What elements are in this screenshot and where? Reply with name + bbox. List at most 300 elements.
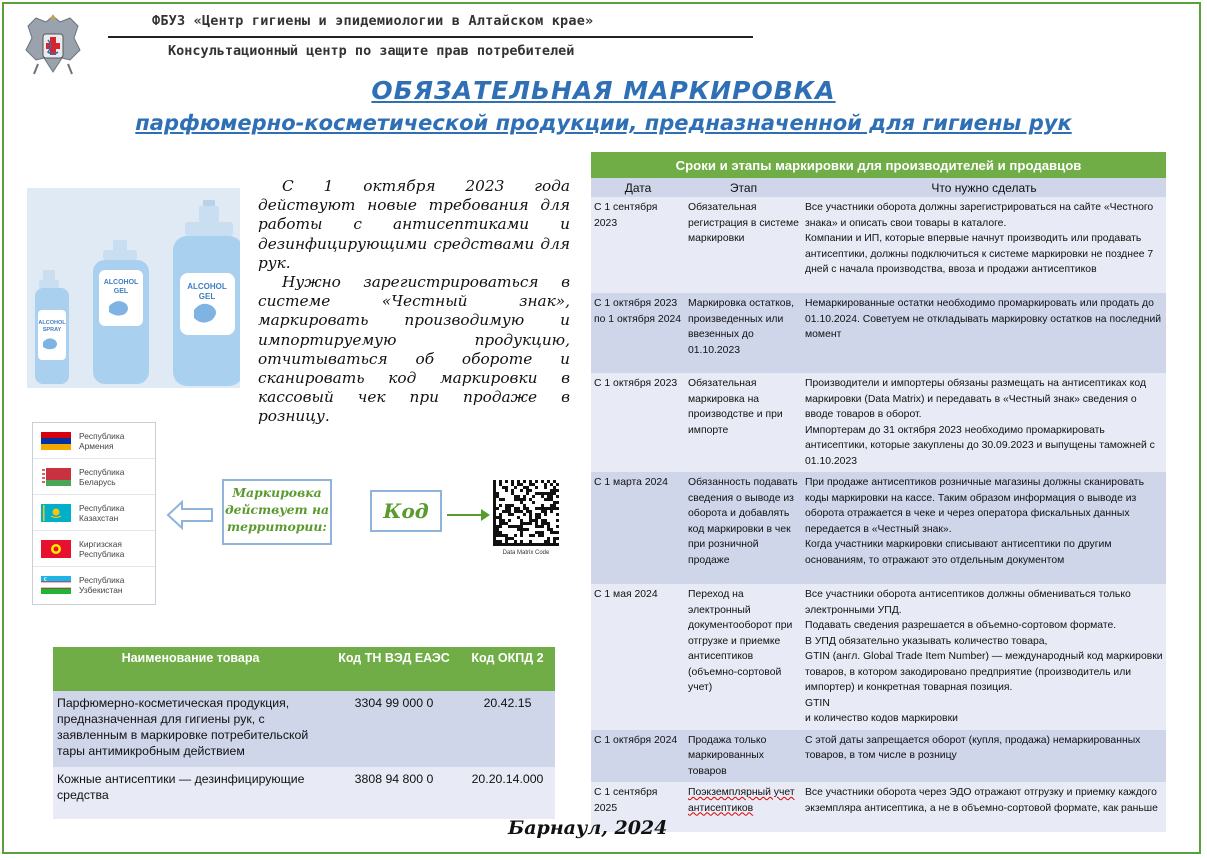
datamatrix-module xyxy=(556,507,559,510)
country-label: Киргизская Республика xyxy=(79,538,125,559)
datamatrix-module xyxy=(499,516,502,519)
datamatrix-module xyxy=(499,543,502,546)
datamatrix-module xyxy=(544,510,547,513)
country-armenia xyxy=(33,423,155,459)
country-label: Республика Казахстан xyxy=(79,502,125,523)
countries-list xyxy=(32,422,156,605)
datamatrix-module xyxy=(499,531,502,534)
header-divider xyxy=(108,36,753,38)
code-label-box: Код xyxy=(370,490,442,532)
datamatrix-module xyxy=(514,540,517,543)
belarus-flag-icon xyxy=(41,468,71,486)
stage-todo-line: Все участники оборота должны зарегистрироваться на сайте «Честного знака» и описать свои товары в каталоге. Компании и ИП, которые впервые начнут производить или продавать антисептики, должны подключиться к системе маркировки не позднее 7 дней с начала производства, ввоза и продажи антисептиков xyxy=(805,202,1154,275)
datamatrix-module xyxy=(547,540,550,543)
datamatrix-module xyxy=(520,498,523,501)
datamatrix-module xyxy=(514,525,517,528)
datamatrix-module xyxy=(523,498,526,501)
datamatrix-module xyxy=(547,480,550,483)
datamatrix-module xyxy=(499,540,502,543)
stage-date: С 1 октября 2024 xyxy=(591,730,685,783)
datamatrix-module xyxy=(538,513,541,516)
datamatrix-module xyxy=(550,507,553,510)
datamatrix-module xyxy=(496,516,499,519)
products-header-name: Наименование товара xyxy=(53,647,328,691)
datamatrix-module xyxy=(526,489,529,492)
datamatrix-module xyxy=(508,510,511,513)
bottle-mid-label-1: ALCOHOL xyxy=(103,279,139,286)
datamatrix-module xyxy=(496,507,499,510)
datamatrix-module xyxy=(553,507,556,510)
datamatrix-module xyxy=(535,525,538,528)
datamatrix-module xyxy=(505,510,508,513)
datamatrix-module xyxy=(493,510,496,513)
datamatrix-module xyxy=(535,486,538,489)
datamatrix-module xyxy=(535,492,538,495)
datamatrix-module xyxy=(541,507,544,510)
datamatrix-module xyxy=(499,534,502,537)
datamatrix-module xyxy=(517,510,520,513)
uzbekistan-flag-icon xyxy=(41,576,71,594)
datamatrix-module xyxy=(499,480,502,483)
datamatrix-module xyxy=(499,483,502,486)
table-row xyxy=(591,730,1166,783)
stage-name: Переход на электронный документооборот при отгрузке и приемке антисептиков (объемно-сортовой учет) xyxy=(685,584,802,730)
datamatrix-module xyxy=(544,492,547,495)
page-subtitle: парфюмерно-косметической продукции, предназначенной для гигиены рук xyxy=(135,111,1072,135)
datamatrix-module xyxy=(541,492,544,495)
table-row xyxy=(591,472,1166,584)
datamatrix-module xyxy=(514,534,517,537)
datamatrix-module xyxy=(547,537,550,540)
datamatrix-module xyxy=(505,534,508,537)
datamatrix-module xyxy=(556,489,559,492)
datamatrix-module xyxy=(544,519,547,522)
datamatrix-module xyxy=(532,495,535,498)
datamatrix-module xyxy=(517,507,520,510)
datamatrix-module xyxy=(517,543,520,546)
datamatrix-module xyxy=(508,507,511,510)
datamatrix-module xyxy=(556,513,559,516)
datamatrix-module xyxy=(493,483,496,486)
product-tnved-code: 3808 94 800 0 xyxy=(328,767,460,819)
datamatrix-module xyxy=(493,516,496,519)
datamatrix-module xyxy=(496,531,499,534)
datamatrix-module xyxy=(514,543,517,546)
datamatrix-module xyxy=(505,522,508,525)
datamatrix-module xyxy=(502,519,505,522)
datamatrix-module xyxy=(553,489,556,492)
datamatrix-module xyxy=(511,480,514,483)
datamatrix-module xyxy=(499,519,502,522)
datamatrix-module xyxy=(550,489,553,492)
stage-date: С 1 мая 2024 xyxy=(591,584,685,730)
datamatrix-module xyxy=(532,519,535,522)
datamatrix-module xyxy=(544,540,547,543)
coat-of-arms-icon xyxy=(18,10,88,82)
arrow-left-icon xyxy=(166,500,214,530)
datamatrix-module xyxy=(550,510,553,513)
datamatrix-module xyxy=(538,525,541,528)
products-header-tnved: Код ТН ВЭД ЕАЭС xyxy=(328,647,460,691)
products-table xyxy=(53,647,555,819)
datamatrix-module xyxy=(508,519,511,522)
datamatrix-module xyxy=(538,492,541,495)
datamatrix-module xyxy=(550,504,553,507)
datamatrix-module xyxy=(547,528,550,531)
datamatrix-module xyxy=(496,492,499,495)
product-tnved-code: 3304 99 000 0 xyxy=(328,691,460,767)
datamatrix-module xyxy=(550,483,553,486)
country-label: Республика Узбекистан xyxy=(79,575,125,595)
datamatrix-module xyxy=(535,543,538,546)
datamatrix-module xyxy=(556,501,559,504)
datamatrix-module xyxy=(529,522,532,525)
datamatrix-module xyxy=(532,543,535,546)
datamatrix-module xyxy=(523,528,526,531)
datamatrix-module xyxy=(523,507,526,510)
table-row xyxy=(591,584,1166,730)
datamatrix-module xyxy=(529,510,532,513)
stage-date: С 1 сентября 2025 xyxy=(591,782,685,832)
datamatrix-module xyxy=(526,507,529,510)
datamatrix-module xyxy=(499,525,502,528)
stage-todo: Производители и импортеры обязаны размещать на антисептиках код маркировки (Data Matrix) и передавать в «Честный знак» сведения о вводе товаров в оборот. Импортерам до 31 октября 2023 необходимо промаркировать антисептики, которые закуплены до 30.09.2023 и выпущены таможней с 01.10.2023 xyxy=(802,373,1166,472)
datamatrix-module xyxy=(520,519,523,522)
datamatrix-module xyxy=(529,489,532,492)
datamatrix-module xyxy=(520,525,523,528)
datamatrix-module xyxy=(550,498,553,501)
datamatrix-module xyxy=(496,528,499,531)
datamatrix-module xyxy=(526,486,529,489)
datamatrix-module xyxy=(493,540,496,543)
datamatrix-module xyxy=(505,486,508,489)
datamatrix-module xyxy=(505,540,508,543)
datamatrix-module xyxy=(523,522,526,525)
datamatrix-module xyxy=(535,513,538,516)
kazakhstan-flag-icon xyxy=(41,504,71,522)
datamatrix-module xyxy=(529,516,532,519)
datamatrix-code-icon xyxy=(493,480,559,546)
stage-date: С 1 октября 2023 по 1 октября 2024 xyxy=(591,293,685,373)
arrow-right-icon xyxy=(447,508,491,522)
product-name: Кожные антисептики — дезинфицирующие средства xyxy=(53,767,328,819)
datamatrix-module xyxy=(526,543,529,546)
datamatrix-module xyxy=(541,522,544,525)
datamatrix-module xyxy=(493,519,496,522)
datamatrix-module xyxy=(493,537,496,540)
datamatrix-module xyxy=(505,543,508,546)
datamatrix-module xyxy=(529,534,532,537)
datamatrix-module xyxy=(556,537,559,540)
datamatrix-module xyxy=(553,531,556,534)
stage-name: Обязанность подавать сведения о выводе из оборота и добавлять код маркировки в чек при розничной продаже xyxy=(685,472,802,584)
datamatrix-module xyxy=(529,483,532,486)
datamatrix-module xyxy=(529,513,532,516)
datamatrix-module xyxy=(511,537,514,540)
datamatrix-module xyxy=(520,543,523,546)
datamatrix-module xyxy=(496,540,499,543)
datamatrix-module xyxy=(550,543,553,546)
table-row xyxy=(591,373,1166,472)
datamatrix-module xyxy=(505,480,508,483)
datamatrix-module xyxy=(529,543,532,546)
datamatrix-module xyxy=(502,486,505,489)
datamatrix-module xyxy=(556,543,559,546)
country-belarus xyxy=(33,459,155,495)
datamatrix-module xyxy=(523,495,526,498)
datamatrix-module xyxy=(556,525,559,528)
datamatrix-module xyxy=(526,522,529,525)
datamatrix-module xyxy=(544,486,547,489)
datamatrix-module xyxy=(541,495,544,498)
datamatrix-module xyxy=(547,543,550,546)
datamatrix-module xyxy=(547,495,550,498)
datamatrix-module xyxy=(541,480,544,483)
datamatrix-module xyxy=(535,480,538,483)
datamatrix-module xyxy=(493,525,496,528)
datamatrix-module xyxy=(529,540,532,543)
product-okpd-code: 20.20.14.000 xyxy=(460,767,555,819)
stages-table-caption: Сроки и этапы маркировки для производителей и продавцов xyxy=(591,152,1166,178)
products-header-okpd: Код ОКПД 2 xyxy=(460,647,555,691)
datamatrix-module xyxy=(535,507,538,510)
stages-table xyxy=(591,152,1166,832)
stage-todo: Немаркированные остатки необходимо промаркировать или продать до 01.10.2024. Советуем не откладывать маркировку остатков на последний момент xyxy=(802,293,1166,373)
datamatrix-module xyxy=(550,495,553,498)
datamatrix-module xyxy=(499,498,502,501)
datamatrix-module xyxy=(511,489,514,492)
bottle-large-label-2: GEL xyxy=(198,292,216,301)
datamatrix-module xyxy=(547,498,550,501)
datamatrix-module xyxy=(493,504,496,507)
datamatrix-module xyxy=(541,504,544,507)
datamatrix-module xyxy=(493,498,496,501)
datamatrix-module xyxy=(493,501,496,504)
datamatrix-module xyxy=(505,504,508,507)
datamatrix-module xyxy=(523,513,526,516)
stages-header-stage: Этап xyxy=(685,178,802,197)
country-kazakhstan xyxy=(33,495,155,531)
stage-name: Обязательная регистрация в системе маркировки xyxy=(685,197,802,293)
armenia-flag-icon xyxy=(41,432,71,450)
datamatrix-module xyxy=(520,501,523,504)
datamatrix-module xyxy=(541,531,544,534)
datamatrix-module xyxy=(502,543,505,546)
datamatrix-module xyxy=(523,486,526,489)
datamatrix-module xyxy=(505,537,508,540)
datamatrix-module xyxy=(520,510,523,513)
stage-name: Маркировка остатков, произведенных или ввезенных до 01.10.2023 xyxy=(685,293,802,373)
datamatrix-module xyxy=(526,492,529,495)
country-label: Республика Армения xyxy=(79,430,125,451)
datamatrix-module xyxy=(514,510,517,513)
datamatrix-module xyxy=(541,543,544,546)
datamatrix-module xyxy=(493,513,496,516)
datamatrix-module xyxy=(535,516,538,519)
datamatrix-module xyxy=(502,498,505,501)
datamatrix-module xyxy=(538,543,541,546)
datamatrix-module xyxy=(532,501,535,504)
table-row xyxy=(591,782,1166,832)
datamatrix-module xyxy=(550,492,553,495)
intro-paragraph-1: С 1 октября 2023 года действуют новые требования для работы с антисептиками и дезинфицирующими средствами для рук. xyxy=(258,177,570,272)
intro-text xyxy=(258,177,570,427)
datamatrix-module xyxy=(553,537,556,540)
datamatrix-module xyxy=(553,504,556,507)
datamatrix-module xyxy=(532,483,535,486)
datamatrix-module xyxy=(520,528,523,531)
bottle-mid-label-2: GEL xyxy=(113,288,129,295)
datamatrix-module xyxy=(511,513,514,516)
datamatrix-module xyxy=(556,519,559,522)
datamatrix-module xyxy=(502,510,505,513)
datamatrix-module xyxy=(520,531,523,534)
kyrgyzstan-flag-icon xyxy=(41,540,71,558)
datamatrix-module xyxy=(550,528,553,531)
datamatrix-module xyxy=(511,492,514,495)
datamatrix-module xyxy=(499,513,502,516)
datamatrix-module xyxy=(538,516,541,519)
datamatrix-module xyxy=(538,507,541,510)
datamatrix-module xyxy=(553,480,556,483)
bottle-large-label-1: ALCOHOL xyxy=(187,282,227,291)
datamatrix-module xyxy=(526,510,529,513)
datamatrix-module xyxy=(508,543,511,546)
stages-header-todo: Что нужно сделать xyxy=(802,178,1166,197)
datamatrix-module xyxy=(541,525,544,528)
page-title: ОБЯЗАТЕЛЬНАЯ МАРКИРОВКА xyxy=(371,76,836,105)
datamatrix-module xyxy=(505,489,508,492)
table-row xyxy=(53,767,555,819)
datamatrix-module xyxy=(514,498,517,501)
datamatrix-module xyxy=(499,522,502,525)
bottle-small-label-1: ALCOHOL xyxy=(38,320,66,326)
datamatrix-module xyxy=(493,489,496,492)
datamatrix-module xyxy=(556,483,559,486)
table-row xyxy=(53,691,555,767)
datamatrix-module xyxy=(529,480,532,483)
intro-paragraph-2: Нужно зарегистрироваться в системе «Честный знак», маркировать производимую и импортируемую продукцию, отчитываться об обороте и сканировать код маркировки в кассовый чек при продаже в розницу. xyxy=(258,273,570,426)
datamatrix-module xyxy=(553,540,556,543)
datamatrix-module xyxy=(493,495,496,498)
table-row xyxy=(591,293,1166,373)
datamatrix-module xyxy=(520,483,523,486)
stage-todo xyxy=(802,197,1166,293)
consultation-center-name: Консультационный центр по защите прав потребителей xyxy=(168,43,575,59)
datamatrix-module xyxy=(538,531,541,534)
datamatrix-module xyxy=(517,495,520,498)
stage-todo: Все участники оборота антисептиков должны обмениваться только электронными УПД. Подавать сведения разрешается в объемно-сортовом формате. В УПД обязательно указывать количество товара, GTIN (англ. Global Trade Item Number) — международный код маркировки товаров, в котором закодировано предприятие (производитель или импортер) и конкретная товарная позиция. GTIN и количество кодов маркировки xyxy=(802,584,1166,730)
datamatrix-module xyxy=(523,480,526,483)
datamatrix-module xyxy=(541,534,544,537)
datamatrix-module xyxy=(511,483,514,486)
datamatrix-module xyxy=(553,543,556,546)
stage-date: С 1 сентября 2023 xyxy=(591,197,685,293)
stage-name xyxy=(685,782,802,832)
datamatrix-module xyxy=(544,513,547,516)
datamatrix-module xyxy=(523,504,526,507)
datamatrix-module xyxy=(493,492,496,495)
country-uzbekistan xyxy=(33,567,155,603)
datamatrix-module xyxy=(511,543,514,546)
stage-name: Продажа только маркированных товаров xyxy=(685,730,802,783)
datamatrix-module xyxy=(496,534,499,537)
stage-todo: При продаже антисептиков розничные магазины должны сканировать коды маркировки на кассе. Таким образом информация о выводе из оборота отражается в чеке и через оператора фискальных данных передается в «Честный знак». Когда участники маркировки списывают антисептики по другим основаниям, то отражают это отдельным документом xyxy=(802,472,1166,584)
datamatrix-module xyxy=(496,525,499,528)
datamatrix-module xyxy=(514,486,517,489)
stage-name: Обязательная маркировка на производстве и при импорте xyxy=(685,373,802,472)
country-kyrgyzstan xyxy=(33,531,155,567)
datamatrix-module xyxy=(511,525,514,528)
datamatrix-module xyxy=(499,504,502,507)
datamatrix-module xyxy=(517,516,520,519)
datamatrix-module xyxy=(535,519,538,522)
stage-date: С 1 октября 2023 xyxy=(591,373,685,472)
product-name: Парфюмерно-косметическая продукция, предназначенная для гигиены рук, с заявленным в маркировке потребительской тары антимикробным действием xyxy=(53,691,328,767)
datamatrix-module xyxy=(514,507,517,510)
datamatrix-module xyxy=(535,522,538,525)
datamatrix-module xyxy=(544,543,547,546)
datamatrix-module xyxy=(532,534,535,537)
datamatrix-module xyxy=(508,537,511,540)
datamatrix-module xyxy=(520,489,523,492)
table-row xyxy=(591,197,1166,293)
datamatrix-module xyxy=(541,519,544,522)
datamatrix-module xyxy=(544,507,547,510)
stage-date: С 1 марта 2024 xyxy=(591,472,685,584)
datamatrix-caption: Data Matrix Code xyxy=(502,550,550,556)
datamatrix-module xyxy=(535,531,538,534)
datamatrix-module xyxy=(550,531,553,534)
stage-todo: С этой даты запрещается оборот (купля, продажа) немаркированных товаров, в том числе в розницу xyxy=(802,730,1166,783)
datamatrix-module xyxy=(493,480,496,483)
datamatrix-module xyxy=(493,534,496,537)
bottle-small-label-2: SPRAY xyxy=(42,327,62,333)
datamatrix-module xyxy=(493,531,496,534)
stages-table-header xyxy=(591,178,1166,197)
datamatrix-module xyxy=(502,534,505,537)
territory-label-box: Маркировка действует на территории: xyxy=(222,479,332,545)
datamatrix-module xyxy=(520,522,523,525)
datamatrix-module xyxy=(523,543,526,546)
datamatrix-module xyxy=(547,492,550,495)
datamatrix-module xyxy=(520,540,523,543)
datamatrix-module xyxy=(508,525,511,528)
datamatrix-module xyxy=(511,504,514,507)
datamatrix-module xyxy=(493,486,496,489)
datamatrix-module xyxy=(517,498,520,501)
datamatrix-module xyxy=(517,483,520,486)
datamatrix-module xyxy=(556,531,559,534)
datamatrix-module xyxy=(553,492,556,495)
datamatrix-module xyxy=(505,507,508,510)
datamatrix-module xyxy=(547,522,550,525)
datamatrix-module xyxy=(544,522,547,525)
datamatrix-module xyxy=(520,534,523,537)
products-table-header xyxy=(53,647,555,691)
sanitizer-bottles-image xyxy=(27,188,240,388)
datamatrix-module xyxy=(496,495,499,498)
datamatrix-module xyxy=(508,504,511,507)
datamatrix-module xyxy=(553,486,556,489)
datamatrix-module xyxy=(493,507,496,510)
datamatrix-module xyxy=(493,528,496,531)
datamatrix-module xyxy=(493,543,496,546)
datamatrix-module xyxy=(553,501,556,504)
datamatrix-module xyxy=(517,525,520,528)
datamatrix-module xyxy=(544,498,547,501)
datamatrix-module xyxy=(538,534,541,537)
